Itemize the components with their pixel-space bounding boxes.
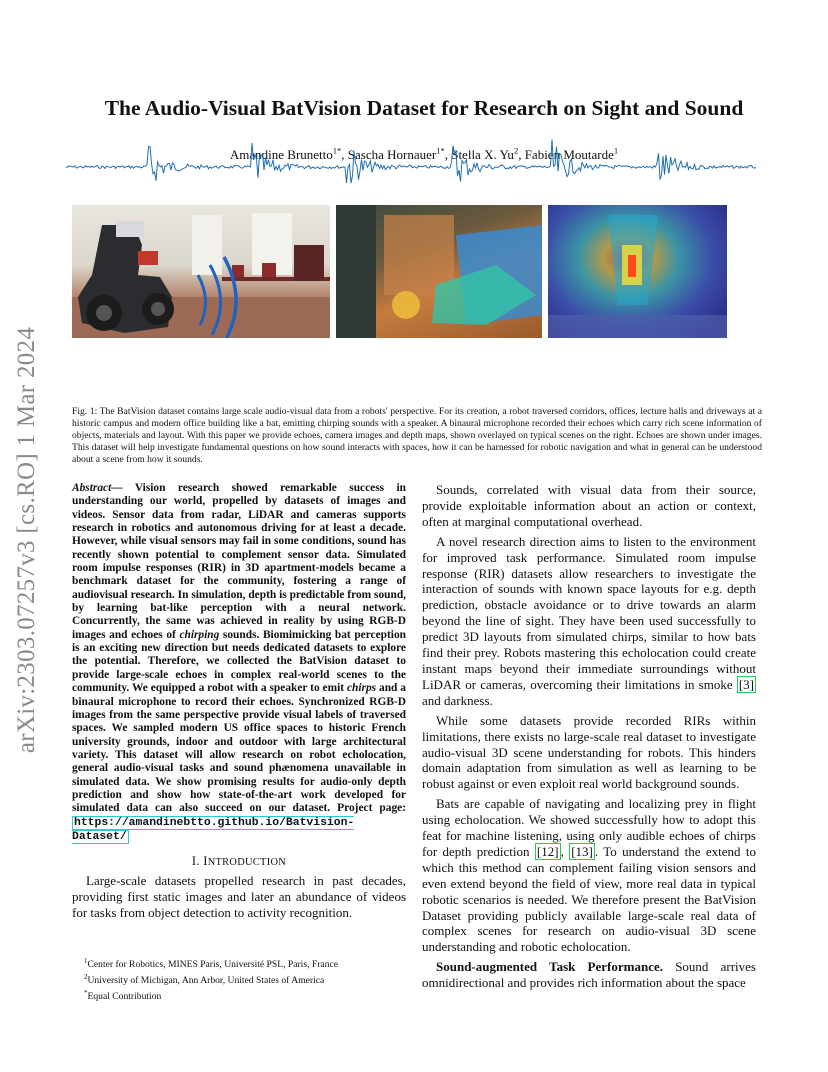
left-column bbox=[72, 482, 406, 921]
author: Fabien Moutarde$^1$ bbox=[524, 146, 619, 163]
author: Sascha Hornauer$^{1*}$, bbox=[347, 146, 452, 163]
footnote: *Equal Contribution bbox=[84, 989, 162, 1003]
arxiv-identifier: arXiv:2303.07257v3 [cs.RO] 1 Mar 2024 bbox=[13, 326, 40, 754]
footnote: $^1$Center for Robotics, MINES Paris, Université PSL, Paris, France bbox=[84, 957, 338, 971]
robot-and-hall-illustration bbox=[72, 205, 330, 338]
footnotes bbox=[72, 955, 406, 1004]
intro-paragraph: Large-scale datasets propelled research in past decades, providing first static images and later an abundance of videos for tasks from object detection to activity recognition. bbox=[72, 873, 406, 921]
abstract: Abstract— Vision research showed remarkable success in understanding our world, propelled by datasets of images and videos. Sensor data from radar, LiDAR and cameras supports research in robotics and autonomous driving for at least a decade. However, while visual sensors may fail in some conditions, sound has recently shown potential to complement sensor data. Simulated room impulse responses (RIR) in 3D apartment-models became a benchmark dataset for the community, fostering a range of audiovisual research. In simulation, depth is predictable from sound, by learning bat-like perception with a neural network. Concurrently, the same was achieved in reality by using RGB-D images and echoes of chirping sounds. Biomimicking bat perception is an exciting new direction but needs dedicated datasets to explore the potential. Therefore, we collected the BatVision dataset to provide large-scale echoes in complex real-world scenes to the community. We equipped a robot with a speaker to emit chirps and a binaural microphone to record their echoes. Synchronized RGB-D images from the same perspective provide visual labels of traversed spaces. We sampled modern US office spaces to historic French university grounds, indoor and outdoor with large architectural variety. This dataset will allow research on robot echolocation, general audio-visual tasks and sound phænomena unavailable in simulated data. We show promising results for audio-only depth prediction and show how state-of-the-art work developed for simulated data can also succeed on our dataset. Project page: https://amandinebtto.github.io/Batvision-Dataset/ bbox=[72, 482, 406, 843]
body-paragraph: A novel research direction aims to listen to the environment for improved task performance. Simulated room impulse response (RIR) datasets allow researchers to investigate the interaction of sounds with known space layouts for e.g. depth prediction, obstacle avoidance or to drive towards an alarm beyond the line of sight. They have been used successfully to predict 3D layouts from simulated chirps, similar to how bats find their prey. Robots mastering this echolocation could create instant maps beyond their immediate surroundings without LiDAR or cameras, overcoming their limitations in smoke [3] and darkness. bbox=[422, 533, 756, 708]
author: Amandine Brunetto$^{1*}$, bbox=[229, 146, 348, 163]
citation-link[interactable]: [3] bbox=[738, 676, 754, 692]
project-page-link[interactable]: https://amandinebtto.github.io/Batvision-Dataset/ bbox=[72, 816, 355, 843]
citation-link[interactable]: [13] bbox=[571, 843, 593, 859]
right-column bbox=[422, 482, 756, 991]
teaser-figure bbox=[72, 205, 758, 405]
corridor-depth-overlay-photo bbox=[548, 205, 727, 338]
lecture-hall-photo bbox=[72, 205, 330, 338]
section-heading-introduction: I. INTRODUCTION bbox=[191, 854, 287, 869]
author: Stella X. Yu$^2$, bbox=[451, 146, 525, 163]
echo-waveform bbox=[66, 135, 756, 205]
body-paragraph: While some datasets provide recorded RIRs within limitations, there exists no large-scale real dataset to investigate audio-visual 3D scene understanding for robots. This hinders domain adaptation from simulation as well as learning to be robust against or even exploit real world background sounds. bbox=[422, 712, 756, 792]
waveform-trace bbox=[66, 139, 756, 183]
body-paragraph: Sound-augmented Task Performance. Sound arrives omnidirectional and provides rich information about the space bbox=[422, 959, 756, 991]
figure-caption: Fig. 1: The BatVision dataset contains large scale audio-visual data from a robots' perspective. For its creation, a robot traversed corridors, offices, lecture halls and driveways at a historic campus and modern office building like a bat, emitting chirping sounds with a speaker. A binaural microphone recorded their echoes which carry rich scene information of objects, materials and layout. With this paper we provide echoes, camera images and depth maps, shown overlayed on typical scenes on the right. Echoes are shown under images. This dataset will help investigate fundamental questions on how sound interacts with spaces, how it can be harnessed for robotic navigation and what in general can be understood about a scene from how it sounds. bbox=[72, 406, 762, 466]
citation-link[interactable]: [12] bbox=[536, 843, 559, 859]
body-paragraph: Bats are capable of navigating and localizing prey in flight using echolocation. We showed successfully how to adopt this feat for machine listening, using only audible echoes of chirps for depth prediction [12] , [13] . To understand the extend to which this method can complement failing vision sensors and even extend beyond the field of view, more real data in typical robotic scenarios is needed. We therefore present the BatVision Dataset providing publicly available large-scale real data of complex scenes for research on audio-visual 3D scene understanding and robotic echolocation. bbox=[422, 796, 757, 955]
body-paragraph: Sounds, correlated with visual data from their source, provide exploitable information about an action or context, often at marginal computational overhead. bbox=[422, 482, 756, 529]
footnote: $^2$University of Michigan, Ann Arbor, United States of America bbox=[84, 973, 325, 987]
library-depth-overlay-photo bbox=[336, 205, 542, 338]
paper-title: The Audio-Visual BatVision Dataset for Research on Sight and Sound bbox=[104, 96, 744, 120]
